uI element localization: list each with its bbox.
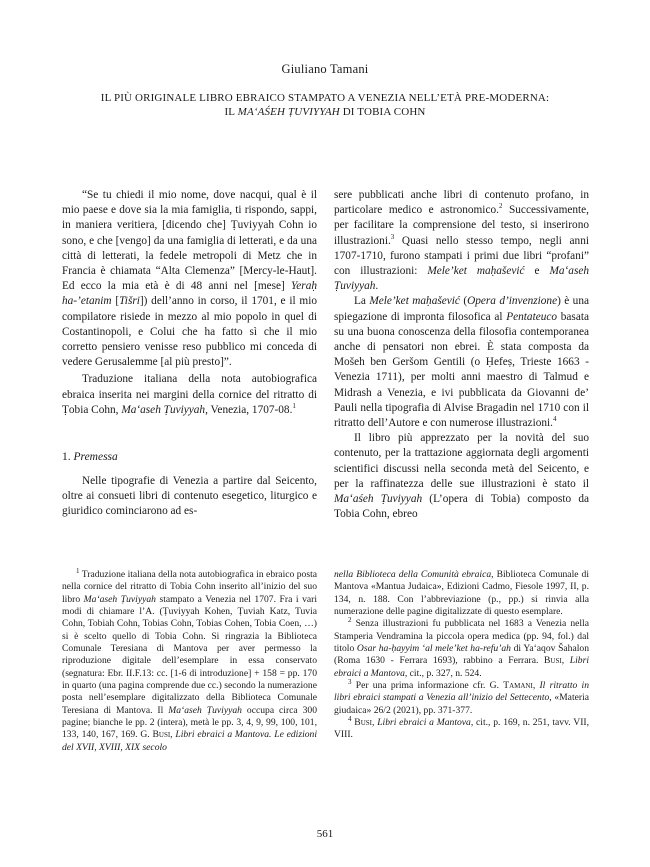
footnote-1	[62, 566, 318, 754]
quote-italic: Yeraḥ ha-’etanim	[62, 280, 317, 308]
footnote-ref[interactable]: 3	[390, 232, 395, 241]
page-number: 561	[316, 828, 334, 840]
footnote-1-continued	[334, 569, 589, 618]
footnote-smallcaps: Busi	[152, 729, 171, 741]
caption-italic: Ma‘aseh Ṭuviyyah	[121, 403, 206, 416]
body-text: ) è una spiegazione di impronta filosofica al	[334, 295, 589, 323]
footnote-italic: Osar ha-ḥayyim ‘al mele’ket ha-refu’ah	[356, 643, 511, 655]
body-text: Il libro più apprezzato per la novità del suo contenuto, per la trattazione aggiornata degli argomenti scientifici discussi nella seconda metà del Seicento, e per la raffinatezza delle sue illustrazioni è stato il	[334, 432, 589, 490]
epigraph-quote	[62, 188, 317, 370]
section-heading	[62, 451, 118, 463]
footnote-number: 4	[348, 714, 352, 723]
quote-italic: Tišri	[119, 295, 140, 308]
body-italic: Ma‘aseh Ṭuviyyah	[334, 265, 589, 293]
body-italic: Mele’ket maḥašević	[369, 295, 460, 308]
footnote-text: ,	[532, 680, 540, 692]
footnote-italic: Ma‘aseh Ṭuviyyah	[83, 593, 156, 605]
footnotes-right	[334, 569, 589, 742]
body-italic: Opera d’invenzione	[467, 295, 558, 308]
footnote-italic: Ma‘aseh Ṭuviyyah	[168, 704, 242, 716]
title-italic: MA‘AŚEH ṬUVIYYAH	[237, 106, 340, 118]
footnote-smallcaps: Busi	[544, 655, 562, 667]
body-italic: Ma‘aśeh Ṭuviyyah	[334, 493, 423, 506]
footnote-ref[interactable]: 4	[552, 415, 557, 424]
footnote-italic: Libri ebraici a Mantova	[377, 717, 471, 729]
body-text: sere pubblicati anche libri di contenuto profano, in particolare medico e astronomico.	[334, 189, 589, 217]
footnote-4	[334, 714, 589, 742]
footnote-smallcaps: Busi	[354, 717, 372, 729]
footnote-number: 2	[348, 616, 352, 625]
body-paragraph	[334, 188, 589, 294]
right-column	[334, 188, 589, 522]
footnote-text: occupa circa 300 pagine; bianche le pp. 2 (intera), metà le pp. 3, 4, 9, 99, 100, 101, 133, 140, 167, 169. G.	[62, 704, 318, 741]
caption-text: , Venezia, 1707-08.	[205, 403, 293, 416]
footnote-ref[interactable]: 2	[498, 202, 503, 211]
footnote-text: , «Materia giudaica» 26/2 (2021), pp. 371-377.	[334, 692, 589, 716]
caption-text: Traduzione italiana della nota autobiografica ebraica inserita nei margini della cornice del ritratto di Ṭobia Cohn,	[62, 373, 317, 416]
section-title: Premessa	[73, 451, 118, 463]
title-text: IL	[224, 106, 238, 118]
footnote-italic: nella Biblioteca della Comunità ebraica	[334, 569, 492, 580]
footnote-text: stampato a Venezia nel 1707. Fra i vari modi di chiamare l’A. (Ṭuviyyah Kohen, Ṭuviah Katz, Tuvia Cohn, Tobiah Cohn, Tobias Cohn, Tobias Cohen, Tobia Coen, …) si è scelto quello di Tobia Cohn. Si ringrazia la Biblioteca Comunale Teresiana di Mantova per aver permesso la riproduzione digitale dell’esemplare in essa conservato (segnatura: Ebr. II.F.13: cc. [1-6 di introduzione] + 158 = pp. 170 in quarto (una pagina comprende due cc.) secondo la numerazione posta nell’esemplare digitalizzato della Biblioteca Comunale Teresiana di Mantova. Il	[62, 593, 317, 716]
footnote-text: , cit., p. 169, n. 251, tavv. VII, VIII.	[334, 717, 589, 741]
footnote-text: ,	[561, 655, 570, 667]
footnotes-left	[62, 566, 318, 754]
body-italic: Mele’ket maḥašević	[427, 265, 525, 278]
section-number: 1.	[62, 451, 74, 463]
body-text: basata su una buona conoscenza della filosofia contemporanea anche di pensatori non ebrei. È stata composta da Mošeh ben Geršom Gentili (o Ḥefeṣ, Trieste 1663 - Venezia 1711), per molti anni maestro di Talmud e Midrash a Venezia, e ivi pubblicata da Giovanni de’ Pauli nella tipografia di Alvise Bragadin nel 1710 con il ritratto dell’Autore e con numerose illustrazioni.	[334, 310, 589, 430]
epigraph-caption	[62, 372, 317, 418]
footnote-text: , cit., p. 327, n. 524.	[404, 667, 482, 679]
author-name: Giuliano Tamani	[281, 62, 369, 76]
body-italic: Pentateuco	[506, 310, 558, 323]
body-paragraph	[334, 294, 589, 431]
footnote-text: Senza illustrazioni fu pubblicata nel 1683 a Venezia nella Stamperia Vendramina la piccola opera medica (pp. 94, fol.) dal titolo	[334, 618, 589, 655]
footnote-text: di Ya‘aqov Šahalon (Roma 1630 - Ferrara 1693), rabbino a Ferrara.	[334, 643, 589, 667]
footnote-ref[interactable]: 1	[292, 402, 296, 411]
footnote-italic: Il ritratto in libri ebraici stampati a Venezia all’inizio del Settecento	[334, 680, 590, 704]
footnote-smallcaps: Tamani	[503, 680, 533, 692]
premessa-paragraph	[62, 474, 317, 520]
body-text: Successivamente, per facilitare la comprensione del testo, si inserirono illustrazioni.	[334, 204, 589, 247]
footnote-text: Traduzione italiana della nota autobiografica in ebraico posta nella cornice del ritratto di Tobia Cohn inserito all’inizio del suo libro	[62, 569, 317, 605]
body-text: e	[524, 265, 550, 278]
footnote-text: ,	[371, 717, 378, 729]
footnote-italic: Libri ebraici a Mantova	[334, 655, 589, 679]
body-paragraph	[334, 431, 589, 522]
body-text: (	[459, 295, 468, 308]
footnote-text: , Biblioteca Comunale di Mantova «Mantua Judaica», Edizioni Cadmo, Fiesole 1997, II, p. 134, n. 188. Con l’abbreviazione (p., pp.) si rinvia alla numerazione delle pagine digitalizzate di questo esemplare.	[334, 569, 590, 618]
quote-text: “Se tu chiedi il mio nome, dove nacqui, qual è il mio paese e dove sia la mia famiglia, ti rispondo, sappi, in maniera veritiera, [dicendo che] Ṭuviyyah Cohn io sono, e che [vengo] da una famiglia di letterati, e da una città di letterati, la fedele metropoli di Metz che in Francia è chiamata “Alta Clemenza” [Mercy-le-Haut]. Ed ecco la mia età è di 48 anni nel [mese]	[62, 189, 317, 293]
title-line-2	[70, 105, 580, 119]
footnote-2	[334, 618, 589, 680]
left-column	[62, 188, 317, 418]
footnote-text: Per una prima informazione cfr. G.	[351, 680, 504, 692]
body-text: La	[354, 295, 370, 308]
body-text: Quasi nello stesso tempo, negli anni 1707-1710, furono stampati i primi due libri “profani” con illustrazioni:	[334, 234, 589, 278]
footnote-text: ,	[170, 729, 176, 741]
footnote-number: 3	[348, 677, 352, 686]
title-text: DI TOBIA COHN	[339, 106, 426, 118]
footnote-3	[334, 677, 590, 717]
article-title	[70, 91, 580, 119]
quote-text: [	[111, 295, 120, 308]
body-text: (L’opera di Tobia) composto da Tobia Cohn, ebreo	[334, 493, 589, 521]
footnote-italic: Libri ebraici a Mantova. Le edizioni del XVII, XVIII, XIX secolo	[62, 729, 318, 753]
footnote-number: 1	[76, 566, 80, 575]
quote-text: ]) dell’anno in corso, il 1701, e il mio compilatore risiede in mezzo al mio popolo in quel di Costantinopoli, e Colui che ha fatto sì che il mio corretto pensiero venisse reso pubblico mi conceda di vedere Gerusalemme [al più presto]”.	[62, 295, 318, 369]
body-paragraph: Nelle tipografie di Venezia a partire dal Seicento, oltre ai consueti libri di contenuto esegetico, liturgico e giuridico cominciarono ad es-	[62, 475, 317, 518]
title-line-1: IL PIÙ ORIGINALE LIBRO EBRAICO STAMPATO A VENEZIA NELL’ETÀ PRE-MODERNA:	[100, 92, 550, 104]
body-text: .	[375, 280, 379, 293]
